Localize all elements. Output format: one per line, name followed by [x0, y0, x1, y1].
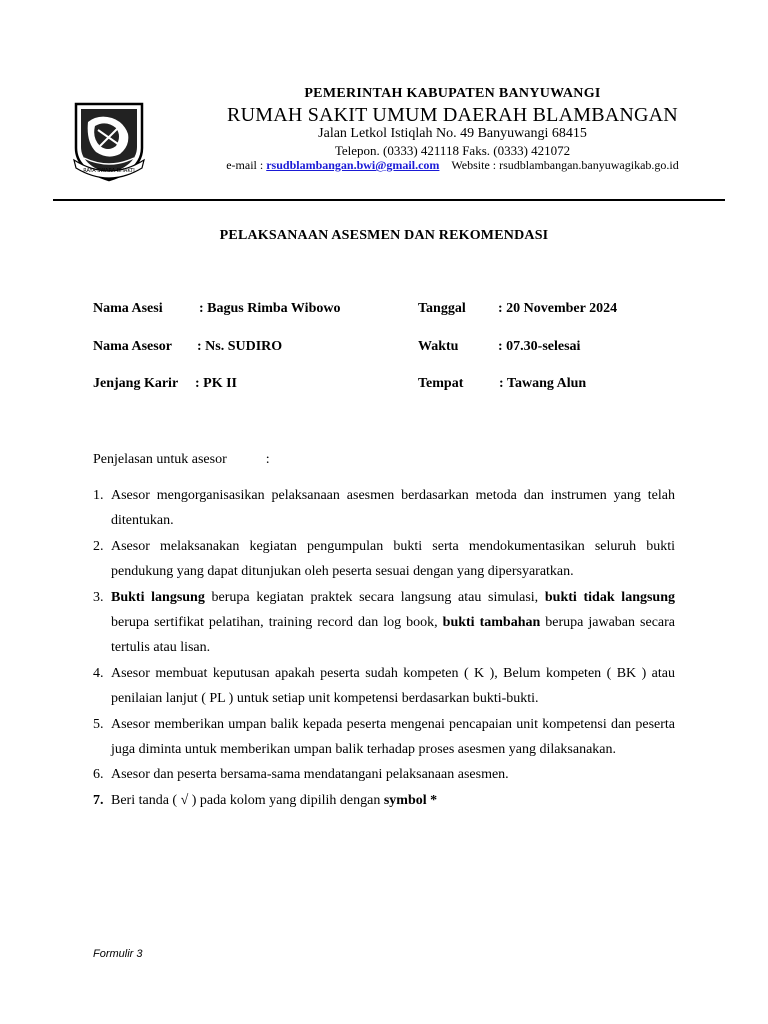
header-divider	[53, 199, 725, 201]
list-item	[93, 762, 675, 787]
form-footer: Formulir 3	[93, 948, 143, 960]
item-bold-text: Bukti langsung	[111, 589, 205, 605]
tempat-label: Tempat	[418, 376, 464, 391]
item-text: berupa sertifikat pelatihan, training record dan log book,	[111, 615, 443, 631]
logo-ribbon-text: RAYA SWARA BHAKTI	[83, 168, 135, 174]
item-text: berupa kegiatan praktek secara langsung atau simulasi,	[204, 589, 545, 605]
item-bold-text: symbol *	[383, 792, 438, 808]
tanggal-value: : 20 November 2024	[498, 301, 618, 316]
item-text: Asesor dan peserta bersama-sama mendatangani pelaksanaan asesmen.	[111, 767, 509, 783]
asesor-label: Nama Asesor	[93, 339, 172, 354]
jenjang-label: Jenjang Karir	[93, 376, 179, 391]
tanggal-label: Tanggal	[418, 301, 466, 316]
list-item	[93, 585, 675, 661]
instructions-list	[93, 483, 675, 813]
item-number: 7.	[93, 792, 104, 808]
item-number: 5.	[93, 716, 104, 732]
item-text: Asesor mengorganisasikan pelaksanaan asesmen berdasarkan metoda dan instrumen yang telah ditentukan.	[111, 488, 675, 529]
email-label: e-mail :	[226, 158, 267, 172]
intro-colon: :	[265, 452, 270, 467]
website-text: Website : rsudblambangan.banyuwagikab.go.id	[451, 158, 679, 172]
item-number: 6.	[93, 767, 104, 783]
item-text: Asesor memberikan umpan balik kepada peserta mengenai pencapaian unit kompetensi dan peserta juga diminta untuk memberikan umpan balik terhadap proses asesmen yang dilaksanakan.	[111, 716, 675, 758]
item-text: Beri tanda ( √ ) pada kolom yang dipilih dengan	[111, 792, 384, 808]
item-bold-text: bukti tidak langsung	[544, 589, 676, 605]
header-hospital-name: RUMAH SAKIT UMUM DAERAH BLAMBANGAN	[227, 104, 678, 126]
list-item	[93, 712, 675, 763]
item-bold-text: bukti tambahan	[442, 615, 541, 631]
header-phone: Telepon. (0333) 421118 Faks. (0333) 421072	[334, 143, 571, 158]
item-number: 1.	[93, 488, 104, 503]
list-item	[93, 788, 675, 813]
document-title: PELAKSANAAN ASESMEN DAN REKOMENDASI	[219, 228, 549, 243]
intro-label: Penjelasan untuk asesor	[93, 452, 227, 467]
hospital-logo	[68, 100, 150, 182]
item-text: Asesor melaksanakan kegiatan pengumpulan bukti serta mendokumentasikan seluruh bukti pendukung yang dapat ditunjukan oleh peserta sesuai dengan yang dipersyaratkan.	[111, 538, 675, 580]
item-number: 2.	[93, 538, 104, 554]
waktu-label: Waktu	[418, 339, 459, 354]
list-item	[93, 661, 675, 712]
item-text: Asesor membuat keputusan apakah peserta sudah kompeten ( K ), Belum kompeten ( BK ) atau penilaian lanjut ( PL ) untuk setiap unit kompetensi berdasarkan bukti-bukti.	[111, 665, 675, 707]
list-item	[93, 483, 675, 534]
item-text: berupa jawaban secara tertulis atau lisan.	[111, 615, 675, 656]
tempat-value: : Tawang Alun	[499, 376, 587, 391]
email-link[interactable]: rsudblambangan.bwi@gmail.com	[266, 158, 440, 172]
list-item	[93, 534, 675, 585]
header-contact	[200, 158, 705, 173]
instructions-intro	[93, 452, 270, 468]
asesi-label: Nama Asesi	[93, 301, 163, 316]
header-government: PEMERINTAH KABUPATEN BANYUWANGI	[304, 86, 601, 101]
asesor-value: : Ns. SUDIRO	[197, 339, 283, 354]
asesi-value: : Bagus Rimba Wibowo	[199, 301, 341, 316]
header-address: Jalan Letkol Istiqlah No. 49 Banyuwangi 68415	[318, 126, 587, 141]
jenjang-value: : PK II	[195, 376, 237, 391]
item-number: 4.	[93, 665, 104, 681]
waktu-value: : 07.30-selesai	[498, 339, 581, 354]
item-number: 3.	[93, 589, 104, 605]
